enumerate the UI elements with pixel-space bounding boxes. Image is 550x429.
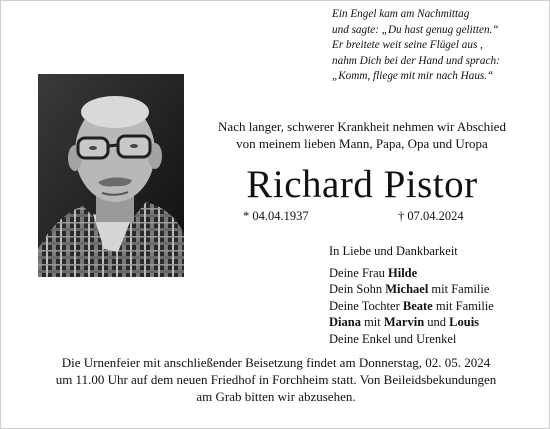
birth-date: * 04.04.1937 (243, 209, 309, 223)
grandchild-name: Louis (449, 315, 480, 330)
deceased-name: Richard Pistor (246, 163, 478, 206)
poem-line: nahm Dich bei der Hand und sprach: (332, 54, 500, 67)
poem-line: Ein Engel kam am Nachmittag (332, 8, 470, 20)
family-line-grandchildren (329, 314, 494, 331)
family-list (329, 243, 494, 348)
intro-line-1: Nach langer, schwerer Krankheit nehmen wir Abschied (218, 119, 506, 134)
funeral-line-2: um 11.00 Uhr auf dem neuen Friedhof in Forchheim statt. Von Beileidsbekundungen (55, 371, 497, 387)
portrait-photo (38, 74, 184, 277)
portrait-image (38, 74, 184, 277)
poem-line: Er breitete weit seine Flügel aus , (332, 39, 483, 52)
son-suffix: mit Familie (428, 282, 490, 297)
son-name: Michael (385, 282, 429, 297)
wife-prefix: Deine Frau (329, 265, 389, 280)
funeral-notice (21, 355, 531, 405)
daughter-prefix: Deine Tochter (329, 298, 403, 313)
funeral-line-1: Die Urnenfeier mit anschließender Beisetzung findet am Donnerstag, 02. 05. 2024 (61, 355, 491, 370)
grandchild-name: Marvin (383, 315, 425, 330)
daughter-suffix: mit Familie (432, 298, 494, 313)
son-prefix: Dein Sohn (329, 282, 386, 297)
connector: und (424, 315, 450, 330)
poem-line: „Komm, fliege mit mir nach Haus.“ (332, 70, 494, 83)
connector: mit (360, 315, 384, 330)
daughter-name: Beate (402, 298, 433, 313)
family-line-daughter (329, 298, 494, 315)
death-date: † 07.04.2024 (398, 209, 464, 223)
wife-name: Hilde (388, 265, 418, 280)
intro-line-2: von meinem lieben Mann, Papa, Opa und Uropa (236, 135, 488, 151)
grandchild-name: Diana (329, 315, 361, 330)
family-line-son (329, 281, 494, 298)
family-line-wife (329, 265, 494, 282)
family-heading: In Liebe und Dankbarkeit (329, 244, 458, 258)
intro-text (191, 119, 533, 152)
family-line-descendants: Deine Enkel und Urenkel (329, 331, 457, 346)
poem-line: und sagte: „Du hast genug gelitten.“ (332, 23, 499, 36)
poem (332, 7, 544, 85)
funeral-line-3: am Grab bitten wir abzusehen. (196, 388, 356, 404)
